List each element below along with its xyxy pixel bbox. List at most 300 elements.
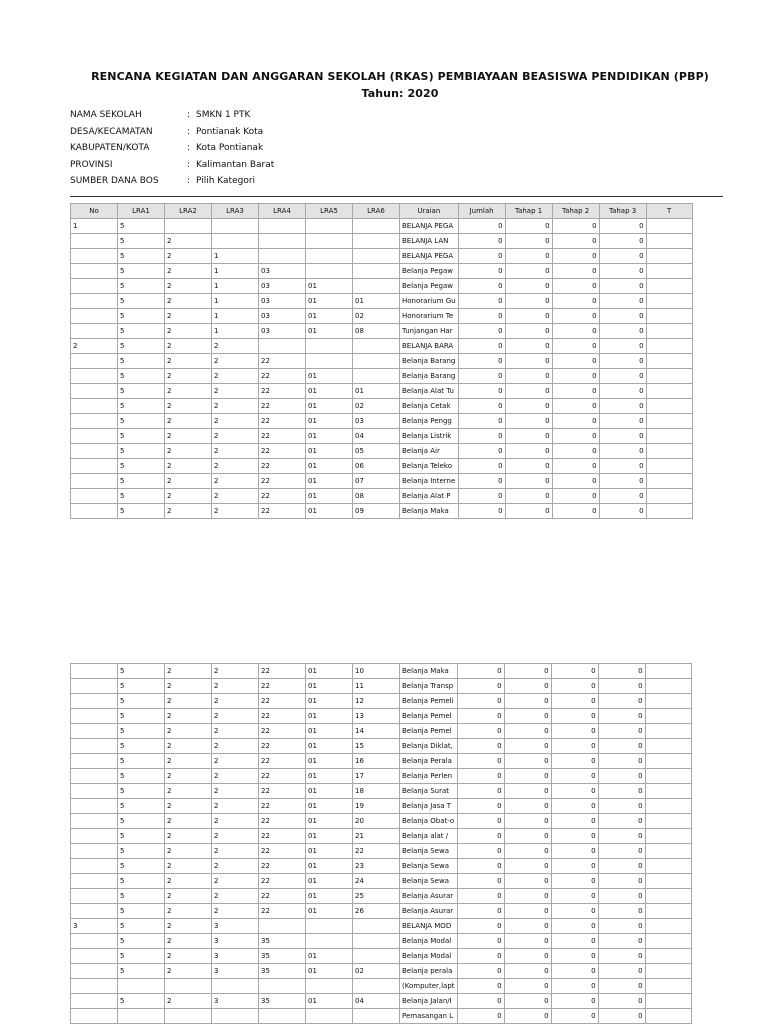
table-cell-empty	[645, 949, 691, 964]
table-cell: 0	[551, 799, 598, 814]
table-cell: 0	[504, 994, 551, 1009]
table-cell: Tunjangan Har	[400, 324, 459, 339]
table-cell: 0	[598, 679, 645, 694]
table-cell	[71, 964, 118, 979]
table-cell-empty	[645, 919, 691, 934]
table-cell: 2	[165, 264, 212, 279]
table-cell	[71, 709, 118, 724]
column-header: LRA2	[165, 204, 212, 219]
table-cell: 0	[551, 1009, 598, 1024]
table-cell: 5	[118, 769, 165, 784]
table-cell: 5	[118, 279, 165, 294]
table-row	[71, 889, 692, 904]
table-cell: 2	[212, 489, 259, 504]
table-cell: 0	[598, 994, 645, 1009]
table-cell	[71, 934, 118, 949]
table-row	[71, 739, 692, 754]
table-cell: 0	[599, 234, 646, 249]
table-cell: 0	[598, 859, 645, 874]
table-cell: 0	[599, 339, 646, 354]
table-row	[71, 339, 693, 354]
table-cell: 01	[306, 769, 353, 784]
table-cell: 2	[165, 754, 212, 769]
table-cell: 0	[457, 814, 504, 829]
table-cell: Belanja Surat	[400, 784, 458, 799]
table-cell	[212, 234, 259, 249]
table-cell: 1	[212, 294, 259, 309]
table-cell: 0	[598, 694, 645, 709]
table-cell: 3	[212, 994, 259, 1009]
table-cell: 5	[118, 904, 165, 919]
table-cell: 0	[504, 904, 551, 919]
column-header: LRA4	[259, 204, 306, 219]
table-cell-empty	[645, 874, 691, 889]
table-cell	[71, 829, 118, 844]
table-cell: 0	[504, 1009, 551, 1024]
table-cell: 0	[458, 399, 505, 414]
table-cell: 02	[353, 399, 400, 414]
table-cell-empty	[645, 859, 691, 874]
table-cell: 0	[599, 429, 646, 444]
info-value: Kota Pontianak	[196, 143, 264, 153]
table-row	[71, 444, 693, 459]
table-cell	[71, 459, 118, 474]
table-cell: 02	[353, 309, 400, 324]
table-cell: 0	[505, 399, 552, 414]
table-cell: 22	[259, 829, 306, 844]
table-cell: 22	[259, 709, 306, 724]
table-cell: Pemasangan L	[400, 1009, 458, 1024]
table-cell: 22	[353, 844, 400, 859]
table-cell	[71, 489, 118, 504]
column-header: LRA6	[353, 204, 400, 219]
table-cell: 0	[598, 904, 645, 919]
table-cell	[71, 429, 118, 444]
table-cell	[259, 339, 306, 354]
table-cell: 3	[71, 919, 118, 934]
table-cell	[71, 384, 118, 399]
table-cell-empty	[646, 294, 692, 309]
table-cell: 0	[505, 219, 552, 234]
table-cell: 5	[118, 664, 165, 679]
table-row	[71, 354, 693, 369]
table-cell	[71, 844, 118, 859]
table-cell-empty	[646, 309, 692, 324]
table-cell: Belanja Diklat,	[400, 739, 458, 754]
table-cell: 5	[118, 474, 165, 489]
table-cell: 0	[504, 964, 551, 979]
table-cell: 0	[598, 709, 645, 724]
table-cell: 3	[212, 964, 259, 979]
table-cell: 0	[552, 444, 599, 459]
table-cell	[353, 369, 400, 384]
table-cell: Belanja Pemeli	[400, 694, 458, 709]
table-cell: 2	[165, 814, 212, 829]
table-cell: 01	[306, 724, 353, 739]
table-cell: 0	[551, 904, 598, 919]
table-cell: 01	[306, 444, 353, 459]
table-cell: 0	[505, 414, 552, 429]
table-cell: 01	[306, 799, 353, 814]
table-cell: 01	[306, 504, 353, 519]
table-cell: 02	[353, 964, 400, 979]
table-cell: 1	[212, 279, 259, 294]
table-cell: 0	[552, 219, 599, 234]
table-cell: 2	[165, 994, 212, 1009]
table-cell: 5	[118, 844, 165, 859]
table-cell: BELANJA BARA	[400, 339, 459, 354]
table-cell: Belanja Interne	[400, 474, 459, 489]
table-cell	[71, 399, 118, 414]
table-cell: 2	[165, 889, 212, 904]
table-cell-empty	[646, 354, 692, 369]
table-cell: 0	[598, 949, 645, 964]
table-cell: Belanja Alat P	[400, 489, 459, 504]
table-cell: 22	[259, 679, 306, 694]
table-cell: 0	[551, 709, 598, 724]
table-cell: 19	[353, 799, 400, 814]
table-cell: 2	[165, 294, 212, 309]
table-row	[71, 694, 692, 709]
table-cell	[71, 324, 118, 339]
table-cell: 2	[212, 664, 259, 679]
table-cell: 2	[165, 309, 212, 324]
table-cell	[353, 234, 400, 249]
table-cell: 0	[552, 294, 599, 309]
info-value: Pontianak Kota	[196, 126, 264, 137]
table-cell: 01	[306, 489, 353, 504]
table-cell	[306, 249, 353, 264]
table-cell: 0	[457, 964, 504, 979]
table-cell	[353, 934, 400, 949]
table-cell: 5	[118, 309, 165, 324]
table-row	[71, 489, 693, 504]
budget-table-page-1	[70, 203, 693, 519]
table-cell-empty	[645, 814, 691, 829]
table-cell: 0	[551, 679, 598, 694]
table-cell: 01	[306, 874, 353, 889]
table-cell-empty	[646, 429, 692, 444]
table-cell: 0	[458, 369, 505, 384]
table-cell: 01	[306, 739, 353, 754]
table-cell-empty	[646, 384, 692, 399]
table-cell	[71, 234, 118, 249]
table-cell: 0	[551, 934, 598, 949]
table-cell-empty	[645, 904, 691, 919]
table-cell	[259, 234, 306, 249]
table-cell: 22	[259, 369, 306, 384]
table-cell-empty	[645, 934, 691, 949]
table-cell: 0	[457, 694, 504, 709]
table-cell: 5	[118, 739, 165, 754]
table-cell: 0	[552, 249, 599, 264]
table-cell	[353, 919, 400, 934]
table-row	[71, 384, 693, 399]
table-cell	[259, 219, 306, 234]
table-cell	[71, 814, 118, 829]
table-cell: 5	[118, 724, 165, 739]
table-cell: 0	[599, 489, 646, 504]
table-cell	[306, 264, 353, 279]
table-cell: 0	[505, 504, 552, 519]
info-label: SUMBER DANA BOS	[70, 176, 159, 186]
info-value: Pilih Kategori	[196, 176, 256, 186]
table-cell	[71, 474, 118, 489]
table-cell: Belanja Barang	[400, 369, 459, 384]
table-cell	[71, 889, 118, 904]
table-cell	[353, 354, 400, 369]
table-cell-empty	[645, 1009, 691, 1024]
table-cell: 01	[353, 384, 400, 399]
table-cell: Belanja Perala	[400, 754, 458, 769]
table-cell: 5	[118, 384, 165, 399]
table-cell: 03	[259, 309, 306, 324]
table-cell: 0	[504, 889, 551, 904]
table-cell	[212, 979, 259, 994]
table-cell: 2	[165, 934, 212, 949]
table-cell: 01	[306, 664, 353, 679]
table-cell	[165, 1009, 212, 1024]
table-cell: 2	[212, 799, 259, 814]
table-cell: 03	[353, 414, 400, 429]
table-cell: 0	[505, 384, 552, 399]
table-cell: 0	[457, 724, 504, 739]
table-cell-empty	[645, 694, 691, 709]
table-cell: 03	[259, 264, 306, 279]
table-cell	[306, 919, 353, 934]
table-cell	[71, 369, 118, 384]
table-cell: 0	[599, 279, 646, 294]
table-cell: 2	[165, 414, 212, 429]
table-cell: 2	[212, 384, 259, 399]
table-cell: 0	[599, 399, 646, 414]
table-cell: 0	[552, 279, 599, 294]
table-cell: 21	[353, 829, 400, 844]
table-cell: 01	[306, 474, 353, 489]
table-cell: 01	[306, 784, 353, 799]
table-cell: 0	[505, 324, 552, 339]
table-cell: 0	[458, 489, 505, 504]
table-cell: 2	[212, 859, 259, 874]
table-cell	[212, 1009, 259, 1024]
table-cell: 22	[259, 354, 306, 369]
table-cell: 2	[165, 474, 212, 489]
table-cell: 26	[353, 904, 400, 919]
table-row	[71, 754, 692, 769]
table-cell: 0	[598, 979, 645, 994]
table-cell-empty	[645, 769, 691, 784]
table-cell: 03	[259, 294, 306, 309]
table-cell: 0	[598, 1009, 645, 1024]
table-cell: Belanja perala	[400, 964, 458, 979]
table-cell: 0	[457, 859, 504, 874]
table-cell	[353, 979, 400, 994]
info-label: NAMA SEKOLAH	[70, 110, 142, 120]
table-cell: 01	[353, 294, 400, 309]
table-cell: 0	[504, 754, 551, 769]
table-cell: 0	[458, 444, 505, 459]
table-cell: 0	[599, 264, 646, 279]
table-cell: 2	[165, 769, 212, 784]
info-sep: :	[187, 159, 191, 170]
table-cell: 2	[212, 429, 259, 444]
table-cell: 0	[457, 994, 504, 1009]
table-cell: 2	[165, 859, 212, 874]
table-cell: 01	[306, 964, 353, 979]
document-title: RENCANA KEGIATAN DAN ANGGARAN SEKOLAH (RKAS) PEMBIAYAAN BEASISWA PENDIDIKAN (PBP)	[91, 70, 709, 83]
table-cell: 0	[552, 429, 599, 444]
table-cell: 0	[504, 949, 551, 964]
table-cell-empty	[645, 724, 691, 739]
table-cell: 0	[505, 429, 552, 444]
table-cell: 0	[551, 754, 598, 769]
table-cell	[259, 979, 306, 994]
table-cell: 0	[457, 679, 504, 694]
table-cell: 01	[306, 829, 353, 844]
table-cell-empty	[645, 754, 691, 769]
table-cell: 0	[458, 324, 505, 339]
table-cell: 1	[212, 324, 259, 339]
table-cell: 0	[457, 784, 504, 799]
table-cell: 2	[212, 399, 259, 414]
table-cell: 2	[165, 249, 212, 264]
table-cell: 22	[259, 474, 306, 489]
table-row	[71, 709, 692, 724]
table-cell: 1	[212, 309, 259, 324]
table-cell: 0	[552, 309, 599, 324]
table-cell: 22	[259, 664, 306, 679]
table-cell: 01	[306, 309, 353, 324]
table-cell: Belanja Modal	[400, 949, 458, 964]
table-cell: Belanja Pegaw	[400, 279, 459, 294]
column-header: Uraian	[400, 204, 459, 219]
table-cell: Belanja Barang	[400, 354, 459, 369]
table-cell-empty	[645, 784, 691, 799]
table-cell: 15	[353, 739, 400, 754]
table-cell: 5	[118, 679, 165, 694]
table-cell-empty	[645, 889, 691, 904]
table-cell: 22	[259, 489, 306, 504]
table-cell: 0	[552, 324, 599, 339]
table-cell: 2	[165, 844, 212, 859]
table-cell: 01	[306, 679, 353, 694]
table-cell: 0	[598, 829, 645, 844]
info-sep: :	[187, 110, 191, 120]
table-cell: 0	[551, 664, 598, 679]
table-cell: 0	[504, 874, 551, 889]
table-cell: 2	[212, 784, 259, 799]
table-row	[71, 1009, 692, 1024]
table-cell: 0	[552, 369, 599, 384]
table-cell: Honorarium Te	[400, 309, 459, 324]
table-cell: 3	[212, 949, 259, 964]
table-cell: 04	[353, 429, 400, 444]
table-cell: 01	[306, 429, 353, 444]
table-cell: 0	[505, 369, 552, 384]
table-cell	[71, 874, 118, 889]
table-cell: 0	[458, 309, 505, 324]
table-cell: 22	[259, 769, 306, 784]
table-cell: 0	[598, 919, 645, 934]
table-cell: 3	[212, 934, 259, 949]
table-cell: 0	[457, 754, 504, 769]
table-row	[71, 814, 692, 829]
table-cell: 2	[165, 784, 212, 799]
table-cell: 5	[118, 504, 165, 519]
table-cell-empty	[645, 709, 691, 724]
table-cell: 0	[552, 459, 599, 474]
table-cell: 18	[353, 784, 400, 799]
table-cell: 0	[599, 294, 646, 309]
table-cell	[71, 859, 118, 874]
table-cell	[71, 754, 118, 769]
table-cell	[306, 1009, 353, 1024]
table-cell: 01	[306, 414, 353, 429]
table-cell	[71, 444, 118, 459]
table-cell: 01	[306, 889, 353, 904]
table-cell: 0	[598, 769, 645, 784]
table-cell-empty	[645, 829, 691, 844]
table-cell: 22	[259, 799, 306, 814]
table-cell: 0	[504, 829, 551, 844]
table-cell: 0	[505, 489, 552, 504]
table-cell: 24	[353, 874, 400, 889]
table-cell: 10	[353, 664, 400, 679]
table-cell: 35	[259, 964, 306, 979]
table-cell: 0	[457, 799, 504, 814]
table-cell	[306, 979, 353, 994]
table-cell: 01	[306, 694, 353, 709]
table-cell: 22	[259, 859, 306, 874]
table-cell: 0	[457, 1009, 504, 1024]
table-cell	[306, 934, 353, 949]
table-cell: 0	[599, 369, 646, 384]
table-cell: 2	[212, 904, 259, 919]
table-cell: 0	[552, 264, 599, 279]
table-cell: 0	[457, 919, 504, 934]
table-cell	[306, 234, 353, 249]
table-cell: 0	[552, 504, 599, 519]
table-cell: 2	[165, 904, 212, 919]
table-cell: 2	[212, 754, 259, 769]
table-cell: Belanja Modal	[400, 934, 458, 949]
table-cell	[353, 219, 400, 234]
table-cell: 35	[259, 994, 306, 1009]
table-cell: Honorarium Gu	[400, 294, 459, 309]
table-cell: 0	[551, 994, 598, 1009]
table-cell: 0	[504, 799, 551, 814]
table-cell: 0	[552, 489, 599, 504]
table-cell: 0	[457, 904, 504, 919]
table-row	[71, 934, 692, 949]
table-cell: 22	[259, 814, 306, 829]
table-cell	[71, 784, 118, 799]
header-divider	[70, 196, 723, 197]
table-cell: 0	[552, 234, 599, 249]
table-cell: 0	[457, 979, 504, 994]
table-cell: 0	[505, 354, 552, 369]
table-cell: 01	[306, 459, 353, 474]
table-cell: 5	[118, 934, 165, 949]
table-cell-empty	[645, 799, 691, 814]
table-cell: 0	[505, 444, 552, 459]
table-cell: Belanja Asurar	[400, 904, 458, 919]
table-cell: 5	[118, 399, 165, 414]
table-cell	[71, 904, 118, 919]
table-cell: 01	[306, 369, 353, 384]
table-cell	[71, 309, 118, 324]
table-cell: Belanja Jalan/I	[400, 994, 458, 1009]
